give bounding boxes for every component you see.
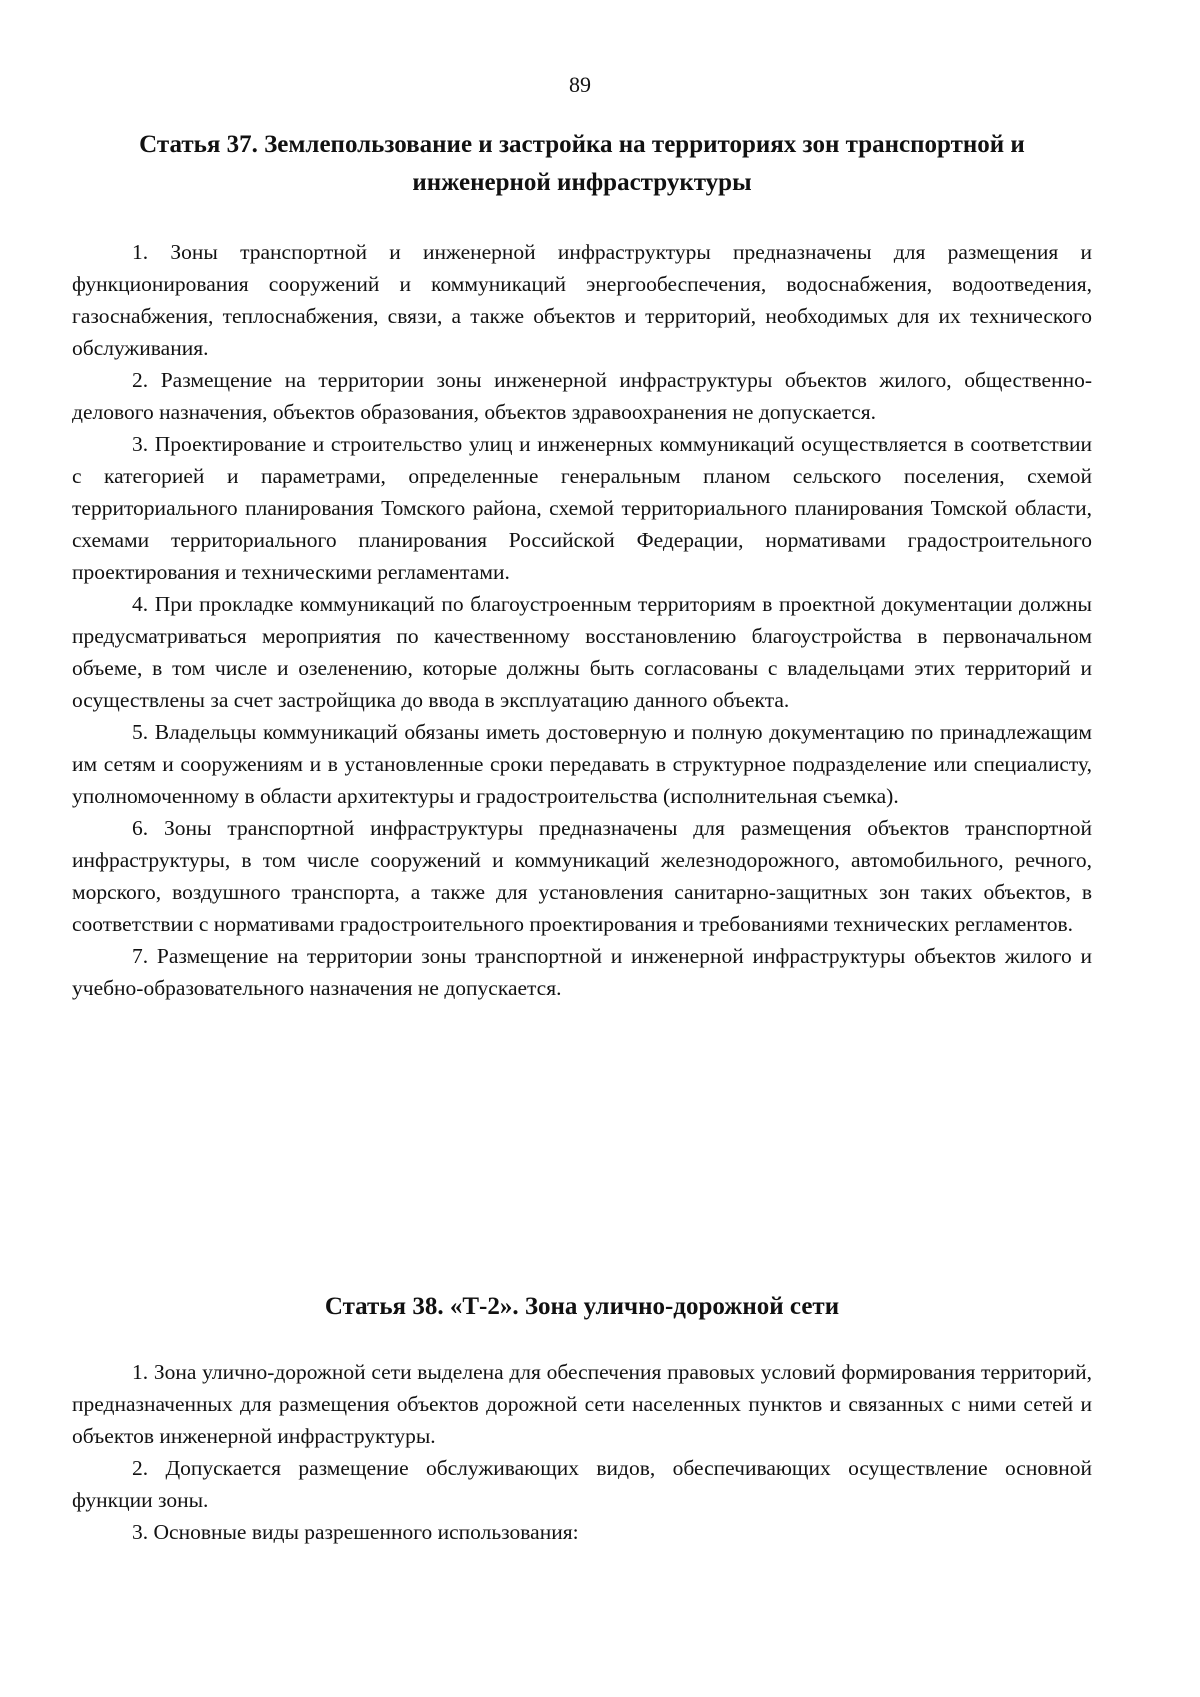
paragraph: 3. Проектирование и строительство улиц и инженерных коммуникаций осуществляется в соответствии с категорией и параметрами, определенные генеральным планом сельского поселения, схемой территориального планирования Томского района, схемой территориального планирования Томской области, схемами территориального планирования Российской Федерации, нормативами градостроительного проектирования и техническими регламентами.	[72, 432, 1092, 584]
paragraph: 3. Основные виды разрешенного использования:	[132, 1520, 579, 1544]
article-37	[72, 126, 1092, 1004]
paragraph: 7. Размещение на территории зоны транспортной и инженерной инфраструктуры объектов жилого и учебно-образовательного назначения не допускается.	[72, 944, 1092, 1000]
paragraph: 2. Допускается размещение обслуживающих видов, обеспечивающих осуществление основной функции зоны.	[72, 1456, 1092, 1512]
article-title: Статья 37. Землепользование и застройка на территориях зон транспортной и инженерной инфраструктуры	[139, 131, 1025, 196]
article-title: Статья 38. «Т-2». Зона улично-дорожной сети	[324, 1293, 840, 1320]
paragraph: 5. Владельцы коммуникаций обязаны иметь достоверную и полную документацию по принадлежащим им сетям и сооружениям и в установленные сроки передавать в структурное подразделение или специалисту, уполномоченному в области архитектуры и градостроительства (исполнительная съемка).	[72, 720, 1092, 808]
paragraph: 4. При прокладке коммуникаций по благоустроенным территориям в проектной документации должны предусматриваться мероприятия по качественному восстановлению благоустройства в первоначальном объеме, в том числе и озеленению, которые должны быть согласованы с владельцами этих территорий и осуществлены за счет застройщика до ввода в эксплуатацию данного объекта.	[72, 592, 1092, 712]
article-38	[72, 1288, 1092, 1548]
paragraph: 2. Размещение на территории зоны инженерной инфраструктуры объектов жилого, общественно-делового назначения, объектов образования, объектов здравоохранения не допускается.	[72, 368, 1092, 424]
paragraph: 1. Зона улично-дорожной сети выделена для обеспечения правовых условий формирования территорий, предназначенных для размещения объектов дорожной сети населенных пунктов и связанных с ними сетей и объектов инженерной инфраструктуры.	[72, 1360, 1092, 1448]
page-number: 89	[569, 72, 591, 97]
paragraph: 6. Зоны транспортной инфраструктуры предназначены для размещения объектов транспортной инфраструктуры, в том числе сооружений и коммуникаций железнодорожного, автомобильного, речного, морского, воздушного транспорта, а также для установления санитарно-защитных зон таких объектов, в соответствии с нормативами градостроительного проектирования и требованиями технических регламентов.	[72, 816, 1092, 936]
paragraph: 1. Зоны транспортной и инженерной инфраструктуры предназначены для размещения и функционирования сооружений и коммуникаций энергообеспечения, водоснабжения, водоотведения, газоснабжения, теплоснабжения, связи, а также объектов и территорий, необходимых для их технического обслуживания.	[72, 240, 1092, 360]
